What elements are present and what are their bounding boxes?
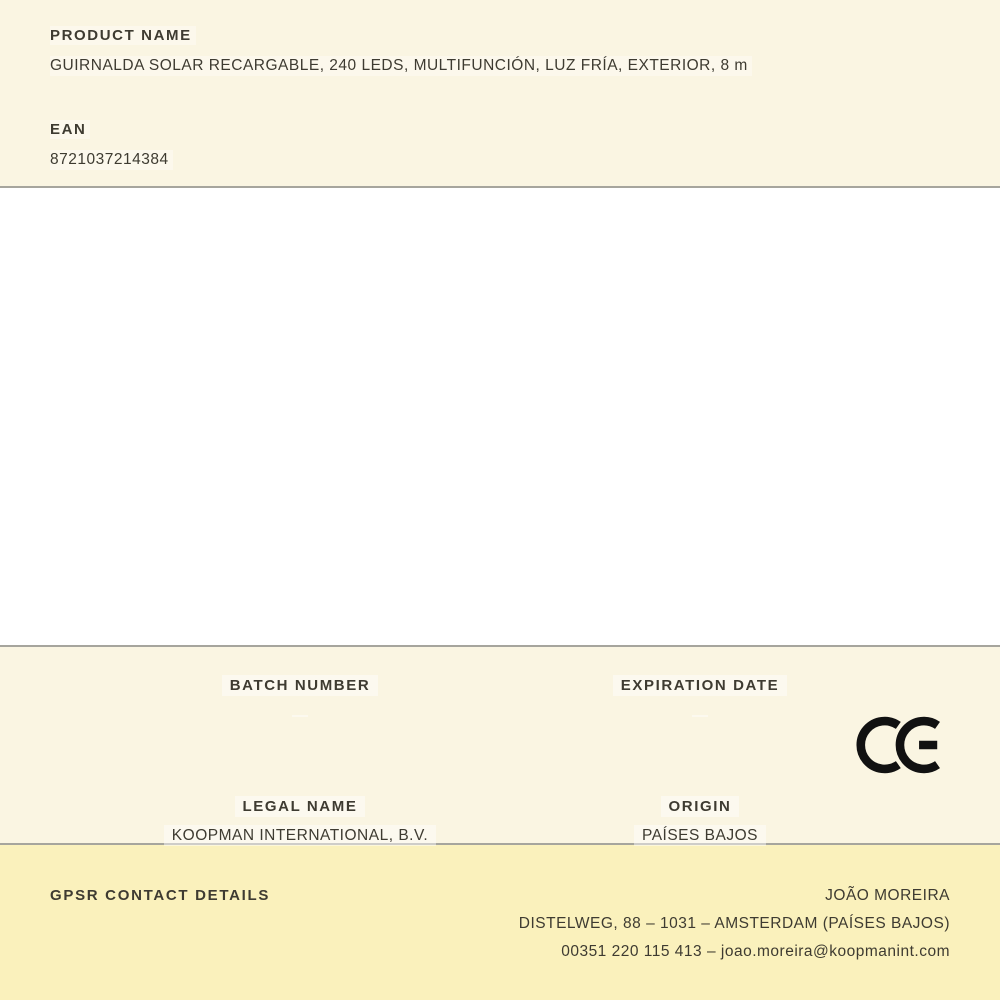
- expiration-date-value: [500, 704, 900, 722]
- origin-field: [500, 796, 900, 846]
- batch-number-value: [100, 704, 500, 722]
- product-name-field: [50, 26, 950, 76]
- ean-label: EAN: [50, 120, 90, 139]
- legal-name-value: KOOPMAN INTERNATIONAL, B.V.: [100, 825, 500, 846]
- ean-value: 8721037214384: [50, 150, 173, 170]
- product-info-section: [0, 0, 1000, 188]
- batch-number-label: BATCH NUMBER: [222, 675, 379, 696]
- gpsr-contact-name: JOÃO MOREIRA: [825, 887, 950, 904]
- gpsr-contact-label: GPSR CONTACT DETAILS: [50, 887, 271, 904]
- batch-number-field: [100, 675, 500, 722]
- details-grid: [100, 675, 900, 846]
- gpsr-contact-phone-email: 00351 220 115 413 – joao.moreira@koopmanint.com: [561, 943, 950, 960]
- gpsr-contact-address: DISTELWEG, 88 – 1031 – AMSTERDAM (PAÍSES BAJOS): [518, 915, 950, 932]
- origin-label: ORIGIN: [661, 796, 740, 817]
- gpsr-section: [0, 845, 1000, 1000]
- legal-name-field: [100, 796, 500, 846]
- product-name-value: GUIRNALDA SOLAR RECARGABLE, 240 LEDS, MULTIFUNCIÓN, LUZ FRÍA, EXTERIOR, 8 m: [50, 56, 752, 76]
- ean-field: [50, 120, 950, 170]
- gpsr-contact-block: [519, 882, 950, 966]
- image-placeholder-section: [0, 188, 1000, 647]
- details-section: [0, 647, 1000, 845]
- expiration-date-label: EXPIRATION DATE: [613, 675, 787, 696]
- origin-value: PAÍSES BAJOS: [500, 825, 900, 846]
- ce-marking-icon: [856, 715, 942, 775]
- product-name-label: PRODUCT NAME: [50, 26, 196, 45]
- expiration-date-field: [500, 675, 900, 722]
- legal-name-label: LEGAL NAME: [235, 796, 366, 817]
